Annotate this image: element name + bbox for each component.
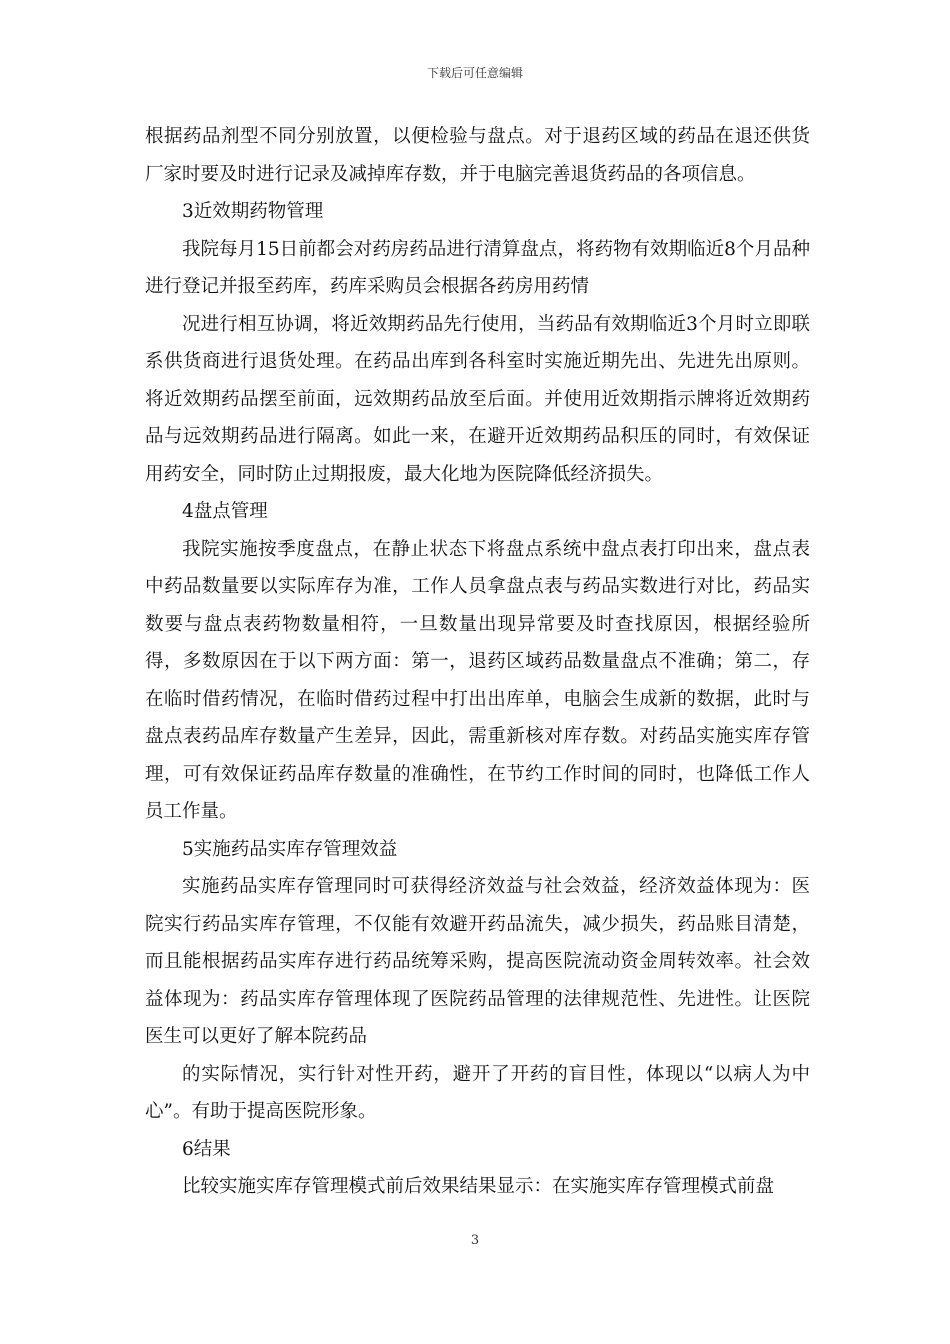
paragraph: 比较实施实库存管理模式前后效果结果显示：在实施实库存管理模式前盘: [182, 1176, 775, 1197]
section-heading: 5实施药品实库存管理效益: [182, 838, 398, 860]
paragraph: 我院每月15日前都会对药房药品进行清算盘点，将药物有效期临近8个月品种进行登记并报至药库，药库采购员会根据各药房用药情: [145, 238, 810, 297]
section-heading: 4盘点管理: [182, 501, 268, 522]
paragraph: 况进行相互协调，将近效期药品先行使用，当药品有效期临近3个月时立即联系供货商进行退货处理。在药品出库到各科室时实施近期先出、先进先出原则。将近效期药品摆至前面，远效期药品放至后面。并使用近效期指示牌将近效期药品与远效期药品进行隔离。如此一来，在避开近效期药品积压的同时，有效保证用药安全，同时防止过期报废，最大化地为医院降低经济损失。: [145, 313, 810, 485]
section-heading: 6结果: [182, 1138, 231, 1160]
paragraph: 我院实施按季度盘点，在静止状态下将盘点系统中盘点表打印出来，盘点表中药品数量要以实际库存为准，工作人员拿盘点表与药品实数进行对比，药品实数要与盘点表药物数量相符，一旦数量出现异常要及时查找原因，根据经验所得，多数原因在于以下两方面：第一，退药区域药品数量盘点不准确；第二，存在临时借药情况，在临时借药过程中打出出库单，电脑会生成新的数据，此时与盘点表药品库存数量产生差异，因此，需重新核对库存数。对药品实施实库存管理，可有效保证药品库存数量的准确性，在节约工作时间的同时，也降低工作人员工作量。: [145, 538, 810, 822]
page-header: 下载后可任意编辑: [426, 66, 523, 80]
page-number: 3: [470, 1233, 480, 1248]
paragraph: 实施药品实库存管理同时可获得经济效益与社会效益，经济效益体现为：医院实行药品实库存管理，不仅能有效避开药品流失，减少损失，药品账目清楚，而且能根据药品实库存进行药品统筹采购，提高医院流动资金周转效率。社会效益体现为：药品实库存管理体现了医院药品管理的法律规范性、先进性。让医院医生可以更好了解本院药品: [145, 876, 810, 1047]
section-heading: 3近效期药物管理: [182, 201, 324, 222]
paragraph: 根据药品剂型不同分别放置，以便检验与盘点。对于退药区域的药品在退还供货厂家时要及时进行记录及减掉库存数，并于电脑完善退货药品的各项信息。: [145, 126, 810, 185]
paragraph: 的实际情况，实行针对性开药，避开了开药的盲目性，体现以“以病人为中心”。有助于提高医院形象。: [145, 1063, 810, 1122]
document-body: [145, 118, 810, 1206]
